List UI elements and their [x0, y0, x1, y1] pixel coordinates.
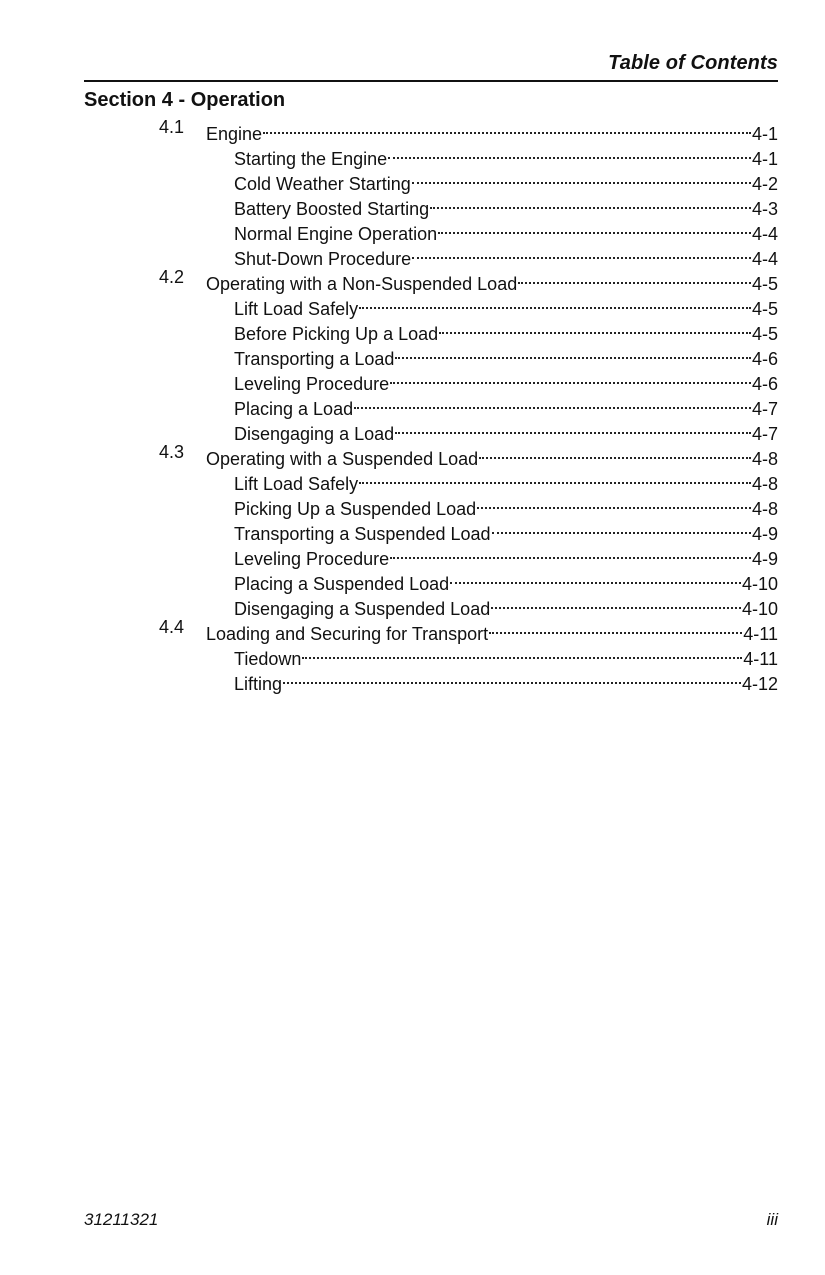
toc-entry-label: Disengaging a Suspended Load — [234, 599, 491, 619]
toc-section-row[interactable] — [84, 615, 778, 644]
toc-entry-label: Normal Engine Operation — [234, 224, 438, 244]
dot-leader — [283, 665, 741, 690]
toc-entry-page: 4-5 — [751, 274, 778, 294]
toc-entry-label: Transporting a Suspended Load — [234, 524, 491, 544]
dot-leader — [518, 265, 751, 290]
toc-entry-number: 4.2 — [159, 267, 185, 287]
dot-leader — [477, 490, 751, 515]
toc-entry-page: 4-6 — [751, 349, 778, 369]
toc-entry-label: Transporting a Load — [234, 349, 395, 369]
toc-subsection-row[interactable] — [84, 540, 778, 569]
toc-entry-label: Engine — [206, 124, 263, 144]
toc-entry-page: 4-12 — [741, 674, 778, 694]
toc-subsection-row[interactable] — [84, 190, 778, 219]
toc-entry-page: 4-1 — [751, 124, 778, 144]
toc-entry — [234, 665, 778, 697]
toc-entry-label: Starting the Engine — [234, 149, 388, 169]
dot-leader — [302, 640, 742, 665]
toc-entry-page: 4-11 — [743, 624, 778, 644]
dot-leader — [412, 165, 751, 190]
toc-subsection-row[interactable] — [84, 140, 778, 169]
toc-subsection-row[interactable] — [84, 640, 778, 669]
table-of-contents — [84, 115, 778, 694]
dot-leader — [491, 590, 741, 615]
dot-leader — [489, 615, 742, 640]
toc-entry-label: Lift Load Safely — [234, 299, 359, 319]
document-number: 31211321 — [84, 1210, 159, 1229]
toc-entry-label: Loading and Securing for Transport — [206, 624, 489, 644]
toc-entry-number: 4.4 — [159, 617, 185, 637]
toc-subsection-row[interactable] — [84, 390, 778, 419]
dot-leader — [479, 440, 751, 465]
toc-entry-label: Lifting — [234, 674, 283, 694]
toc-entry-label: Cold Weather Starting — [234, 174, 411, 194]
toc-entry-page: 4-4 — [751, 249, 778, 269]
toc-section-row[interactable] — [84, 440, 778, 469]
toc-subsection-row[interactable] — [84, 240, 778, 269]
toc-entry-page: 4-9 — [751, 524, 778, 544]
toc-entry-page: 4-8 — [751, 474, 778, 494]
toc-subsection-row[interactable] — [84, 465, 778, 494]
toc-entry-page: 4-1 — [751, 149, 778, 169]
toc-entry-page: 4-6 — [751, 374, 778, 394]
toc-entry-label: Shut-Down Procedure — [234, 249, 412, 269]
toc-entry-page: 4-7 — [751, 424, 778, 444]
toc-entry-page: 4-11 — [743, 649, 778, 669]
section-title: Section 4 - Operation — [84, 89, 286, 111]
toc-entry-label: Disengaging a Load — [234, 424, 395, 444]
toc-entry-page: 4-5 — [751, 299, 778, 319]
toc-subsection-row[interactable] — [84, 590, 778, 619]
toc-subsection-row[interactable] — [84, 415, 778, 444]
page-number: iii — [766, 1210, 778, 1229]
toc-entry-label: Leveling Procedure — [234, 374, 390, 394]
dot-leader — [395, 340, 751, 365]
toc-entry-label: Leveling Procedure — [234, 549, 390, 569]
toc-entry-label: Operating with a Non-Suspended Load — [206, 274, 518, 294]
dot-leader — [263, 115, 751, 140]
toc-entry-label: Lift Load Safely — [234, 474, 359, 494]
toc-subsection-row[interactable] — [84, 365, 778, 394]
toc-entry-label: Tiedown — [234, 649, 302, 669]
dot-leader — [412, 240, 751, 265]
toc-subsection-row[interactable] — [84, 215, 778, 244]
toc-entry-label: Battery Boosted Starting — [234, 199, 430, 219]
dot-leader — [359, 290, 751, 315]
toc-entry-page: 4-8 — [751, 449, 778, 469]
toc-subsection-row[interactable] — [84, 515, 778, 544]
toc-entry-number: 4.1 — [159, 117, 185, 137]
dot-leader — [390, 540, 751, 565]
dot-leader — [430, 190, 751, 215]
toc-subsection-row[interactable] — [84, 340, 778, 369]
dot-leader — [450, 565, 741, 590]
toc-subsection-row[interactable] — [84, 290, 778, 319]
toc-section-row[interactable] — [84, 265, 778, 294]
dot-leader — [439, 315, 751, 340]
toc-entry-page: 4-5 — [751, 324, 778, 344]
toc-subsection-row[interactable] — [84, 315, 778, 344]
dot-leader — [388, 140, 751, 165]
toc-entry-label: Operating with a Suspended Load — [206, 449, 479, 469]
toc-entry-number: 4.3 — [159, 442, 185, 462]
dot-leader — [354, 390, 751, 415]
toc-entry-page: 4-7 — [751, 399, 778, 419]
toc-entry-page: 4-9 — [751, 549, 778, 569]
toc-section-row[interactable] — [84, 115, 778, 144]
toc-entry-label: Before Picking Up a Load — [234, 324, 439, 344]
header-title: Table of Contents — [608, 52, 778, 74]
toc-entry-page: 4-3 — [751, 199, 778, 219]
dot-leader — [395, 415, 751, 440]
toc-subsection-row[interactable] — [84, 490, 778, 519]
toc-entry-page: 4-2 — [751, 174, 778, 194]
toc-entry-page: 4-10 — [741, 599, 778, 619]
dot-leader — [390, 365, 751, 390]
toc-entry-page: 4-10 — [741, 574, 778, 594]
toc-subsection-row[interactable] — [84, 665, 778, 694]
toc-entry-label: Picking Up a Suspended Load — [234, 499, 477, 519]
toc-entry-label: Placing a Load — [234, 399, 354, 419]
toc-subsection-row[interactable] — [84, 165, 778, 194]
dot-leader — [438, 215, 751, 240]
toc-entry-page: 4-8 — [751, 499, 778, 519]
dot-leader — [359, 465, 751, 490]
toc-subsection-row[interactable] — [84, 565, 778, 594]
page-header — [84, 50, 778, 82]
dot-leader — [492, 515, 751, 540]
toc-entry-page: 4-4 — [751, 224, 778, 244]
page-footer — [84, 1210, 778, 1234]
toc-entry-label: Placing a Suspended Load — [234, 574, 450, 594]
